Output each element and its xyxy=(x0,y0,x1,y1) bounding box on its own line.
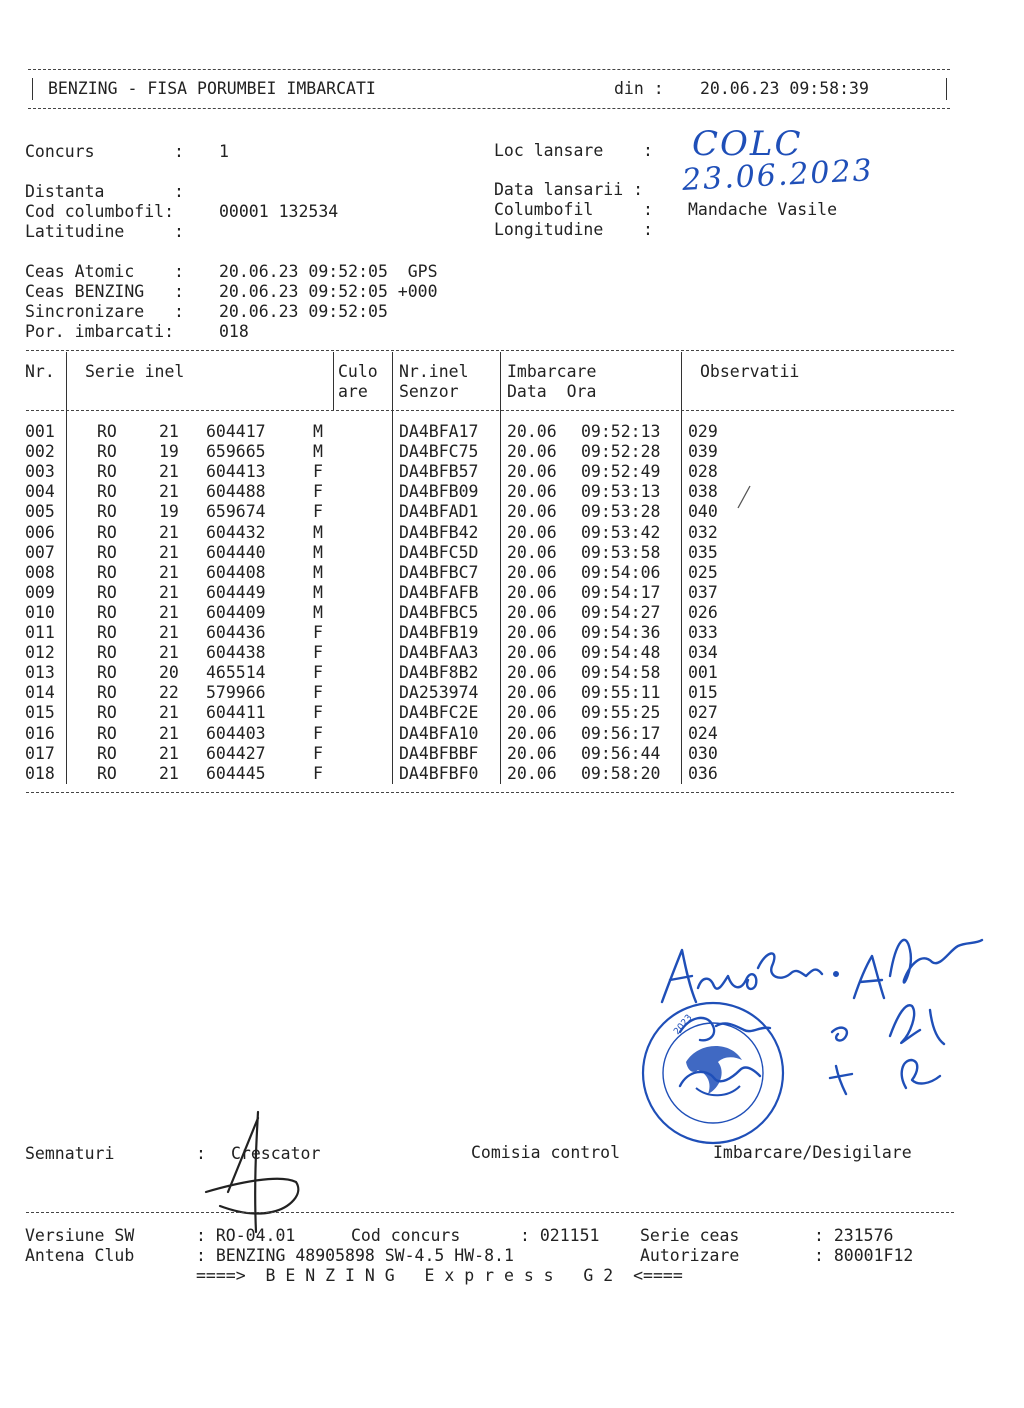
ceas-benzing-value: 20.06.23 09:52:05 +000 xyxy=(219,282,438,301)
row-year: 21 xyxy=(159,623,179,642)
row-observatii: 032 xyxy=(688,522,718,542)
row-embark-date: 20.06 xyxy=(507,683,557,703)
row-sex: F xyxy=(313,482,323,502)
col-header-serie: Serie inel xyxy=(85,362,185,381)
autorizare-value: : 80001F12 xyxy=(814,1246,914,1265)
row-embark-date: 20.06 xyxy=(507,602,557,622)
row-ring-number: 604413 xyxy=(206,462,266,482)
por-imbarcati-value: 018 xyxy=(219,322,249,341)
row-embark-date: 20.06 xyxy=(507,522,557,542)
loc-lansare-label: Loc lansare : xyxy=(494,141,653,160)
row-ring-number: 604449 xyxy=(206,582,266,602)
row-nr: 016 xyxy=(25,723,55,743)
row-sex: F xyxy=(313,763,323,783)
row-year: 21 xyxy=(159,422,179,441)
col-sep-2 xyxy=(333,352,334,410)
row-embark-time: 09:52:13 xyxy=(581,422,661,441)
header-right-border xyxy=(946,78,947,100)
row-nr: 013 xyxy=(25,663,55,683)
row-nr: 010 xyxy=(25,602,55,622)
row-observatii: 025 xyxy=(688,562,718,582)
page-title: BENZING - FISA PORUMBEI IMBARCATI xyxy=(48,79,376,98)
row-year: 21 xyxy=(159,482,179,502)
row-sensor-ring: DA4BFB19 xyxy=(399,623,479,642)
header-bottom-rule xyxy=(28,108,950,109)
row-embark-date: 20.06 xyxy=(507,582,557,602)
row-sex: M xyxy=(313,582,323,602)
row-sex: F xyxy=(313,683,323,703)
row-country: RO xyxy=(97,502,117,522)
row-sensor-ring: DA4BFAA3 xyxy=(399,643,479,663)
row-nr: 001 xyxy=(25,422,55,441)
row-country: RO xyxy=(97,663,117,683)
row-sensor-ring: DA4BFB42 xyxy=(399,522,479,542)
row-observatii: 001 xyxy=(688,663,718,683)
row-nr: 003 xyxy=(25,462,55,482)
row-sex: F xyxy=(313,663,323,683)
row-nr: 006 xyxy=(25,522,55,542)
row-observatii: 037 xyxy=(688,582,718,602)
row-sex: F xyxy=(313,723,323,743)
row-embark-date: 20.06 xyxy=(507,562,557,582)
row-embark-time: 09:55:11 xyxy=(581,683,661,703)
col-sep-3 xyxy=(392,352,393,784)
row-year: 21 xyxy=(159,763,179,783)
row-sex: F xyxy=(313,502,323,522)
row-sensor-ring: DA4BFBF0 xyxy=(399,763,479,783)
row-embark-date: 20.06 xyxy=(507,462,557,482)
col-sep-1 xyxy=(66,352,67,784)
row-country: RO xyxy=(97,602,117,622)
table-top-rule xyxy=(26,350,954,351)
row-embark-time: 09:55:25 xyxy=(581,703,661,723)
row-sensor-ring: DA4BFBC7 xyxy=(399,562,479,582)
row-country: RO xyxy=(97,522,117,542)
sincronizare-label: Sincronizare : xyxy=(25,302,184,321)
row-year: 21 xyxy=(159,582,179,602)
pen-tick-mark xyxy=(734,482,754,512)
col-header-imbarcare-2: Data Ora xyxy=(507,382,597,401)
row-observatii: 033 xyxy=(688,623,718,642)
row-embark-time: 09:52:49 xyxy=(581,462,661,482)
row-embark-time: 09:54:36 xyxy=(581,623,661,642)
footer-rule xyxy=(26,1212,954,1213)
row-country: RO xyxy=(97,422,117,441)
row-ring-number: 604440 xyxy=(206,542,266,562)
row-embark-date: 20.06 xyxy=(507,643,557,663)
row-sensor-ring: DA4BFBBF xyxy=(399,743,479,763)
loc-lansare-handwritten: COLC xyxy=(692,124,803,164)
col-header-observatii: Observatii xyxy=(700,362,800,381)
club-stamp xyxy=(638,998,788,1148)
row-sensor-ring: DA4BFAFB xyxy=(399,582,479,602)
row-embark-date: 20.06 xyxy=(507,482,557,502)
row-year: 21 xyxy=(159,562,179,582)
serie-ceas-label: Serie ceas xyxy=(640,1226,740,1245)
cod-columbofil-label: Cod columbofil: xyxy=(25,202,175,221)
row-ring-number: 604409 xyxy=(206,602,266,622)
row-sensor-ring: DA253974 xyxy=(399,683,479,703)
row-sensor-ring: DA4BFB57 xyxy=(399,462,479,482)
data-lansarii-label: Data lansarii : xyxy=(494,180,644,199)
row-embark-time: 09:53:28 xyxy=(581,502,661,522)
row-country: RO xyxy=(97,442,117,462)
col-header-nrinel-2: Senzor xyxy=(399,382,459,401)
comisia-control-label: Comisia control xyxy=(471,1143,621,1162)
row-year: 21 xyxy=(159,743,179,763)
ceas-atomic-label: Ceas Atomic : xyxy=(25,262,184,281)
row-sensor-ring: DA4BFBC5 xyxy=(399,602,479,622)
row-ring-number: 604427 xyxy=(206,743,266,763)
row-sex: M xyxy=(313,542,323,562)
versiune-sw-value: : RO-04.01 xyxy=(196,1226,296,1245)
row-year: 21 xyxy=(159,602,179,622)
latitudine-label: Latitudine : xyxy=(25,222,184,241)
row-country: RO xyxy=(97,743,117,763)
cod-columbofil-value: 00001 132534 xyxy=(219,202,339,221)
versiune-sw-label: Versiune SW xyxy=(25,1226,135,1245)
row-ring-number: 604488 xyxy=(206,482,266,502)
row-embark-date: 20.06 xyxy=(507,723,557,743)
row-observatii: 027 xyxy=(688,703,718,723)
crescator-signature xyxy=(200,1108,310,1238)
row-embark-date: 20.06 xyxy=(507,623,557,642)
columbofil-label: Columbofil : xyxy=(494,200,653,219)
col-sep-4 xyxy=(500,352,501,784)
row-nr: 015 xyxy=(25,703,55,723)
row-observatii: 035 xyxy=(688,542,718,562)
row-observatii: 036 xyxy=(688,763,718,783)
row-year: 21 xyxy=(159,723,179,743)
row-nr: 002 xyxy=(25,442,55,462)
row-year: 20 xyxy=(159,663,179,683)
row-embark-time: 09:56:17 xyxy=(581,723,661,743)
row-embark-date: 20.06 xyxy=(507,422,557,441)
concurs-label: Concurs : xyxy=(25,142,184,161)
row-embark-time: 09:54:27 xyxy=(581,602,661,622)
row-country: RO xyxy=(97,763,117,783)
row-country: RO xyxy=(97,683,117,703)
row-ring-number: 604436 xyxy=(206,623,266,642)
row-ring-number: 604417 xyxy=(206,422,266,441)
row-embark-date: 20.06 xyxy=(507,442,557,462)
row-sex: M xyxy=(313,442,323,462)
row-ring-number: 604403 xyxy=(206,723,266,743)
cod-concurs-value: : 021151 xyxy=(520,1226,600,1245)
ceas-benzing-label: Ceas BENZING : xyxy=(25,282,184,301)
row-nr: 011 xyxy=(25,623,55,642)
row-embark-time: 09:54:17 xyxy=(581,582,661,602)
row-observatii: 026 xyxy=(688,602,718,622)
row-nr: 007 xyxy=(25,542,55,562)
row-observatii: 039 xyxy=(688,442,718,462)
row-country: RO xyxy=(97,643,117,663)
row-nr: 014 xyxy=(25,683,55,703)
row-country: RO xyxy=(97,723,117,743)
crescator-label: Crescator xyxy=(231,1144,321,1163)
row-year: 19 xyxy=(159,502,179,522)
row-observatii: 029 xyxy=(688,422,718,441)
row-ring-number: 579966 xyxy=(206,683,266,703)
row-sex: M xyxy=(313,602,323,622)
data-lansarii-handwritten: 23.06.2023 xyxy=(681,153,875,198)
din-value: 20.06.23 09:58:39 xyxy=(700,79,869,98)
antena-club-label: Antena Club xyxy=(25,1246,135,1265)
row-embark-time: 09:53:42 xyxy=(581,522,661,542)
row-sensor-ring: DA4BFA17 xyxy=(399,422,479,441)
benzing-express-banner: ====> B E N Z I N G E x p r e s s G 2 <==== xyxy=(196,1266,683,1285)
header-left-border xyxy=(32,78,33,100)
row-year: 21 xyxy=(159,462,179,482)
autorizare-label: Autorizare xyxy=(640,1246,740,1265)
row-sensor-ring: DA4BFB09 xyxy=(399,482,479,502)
row-country: RO xyxy=(97,462,117,482)
row-year: 21 xyxy=(159,643,179,663)
row-embark-time: 09:53:58 xyxy=(581,542,661,562)
row-country: RO xyxy=(97,562,117,582)
col-header-culoare-1: Culo xyxy=(338,362,378,381)
row-sex: F xyxy=(313,743,323,763)
cod-concurs-label: Cod concurs xyxy=(351,1226,461,1245)
row-embark-date: 20.06 xyxy=(507,542,557,562)
row-country: RO xyxy=(97,582,117,602)
row-sensor-ring: DA4BFC2E xyxy=(399,703,479,723)
row-observatii: 038 xyxy=(688,482,718,502)
semnaturi-colon: : xyxy=(196,1144,206,1163)
imbarcare-desigilare-label: Imbarcare/Desigilare xyxy=(713,1143,912,1162)
row-sex: M xyxy=(313,562,323,582)
row-embark-date: 20.06 xyxy=(507,743,557,763)
row-ring-number: 659665 xyxy=(206,442,266,462)
row-year: 21 xyxy=(159,522,179,542)
row-ring-number: 604438 xyxy=(206,643,266,663)
col-header-nrinel-1: Nr.inel xyxy=(399,362,469,381)
row-embark-date: 20.06 xyxy=(507,763,557,783)
row-country: RO xyxy=(97,703,117,723)
row-sensor-ring: DA4BF8B2 xyxy=(399,663,479,683)
table-bottom-rule xyxy=(26,792,954,793)
col-header-culoare-2: are xyxy=(338,382,368,401)
row-sex: F xyxy=(313,643,323,663)
row-sex: M xyxy=(313,522,323,542)
row-ring-number: 604445 xyxy=(206,763,266,783)
row-embark-date: 20.06 xyxy=(507,663,557,683)
row-observatii: 024 xyxy=(688,723,718,743)
row-nr: 008 xyxy=(25,562,55,582)
row-year: 22 xyxy=(159,683,179,703)
concurs-value: 1 xyxy=(219,142,229,161)
col-header-nr: Nr. xyxy=(25,362,55,381)
row-sex: F xyxy=(313,703,323,723)
row-embark-time: 09:54:48 xyxy=(581,643,661,663)
row-ring-number: 604408 xyxy=(206,562,266,582)
row-year: 21 xyxy=(159,703,179,723)
antena-club-value: : BENZING 48905898 SW-4.5 HW-8.1 xyxy=(196,1246,514,1265)
row-sex: F xyxy=(313,623,323,642)
row-embark-date: 20.06 xyxy=(507,502,557,522)
row-country: RO xyxy=(97,482,117,502)
ceas-atomic-value: 20.06.23 09:52:05 GPS xyxy=(219,262,438,281)
row-nr: 018 xyxy=(25,763,55,783)
row-observatii: 030 xyxy=(688,743,718,763)
row-year: 19 xyxy=(159,442,179,462)
stamp-center-text: 2023 xyxy=(672,1013,695,1037)
row-year: 21 xyxy=(159,542,179,562)
row-embark-date: 20.06 xyxy=(507,703,557,723)
row-embark-time: 09:53:13 xyxy=(581,482,661,502)
por-imbarcati-label: Por. imbarcati: xyxy=(25,322,175,341)
row-observatii: 034 xyxy=(688,643,718,663)
row-embark-time: 09:56:44 xyxy=(581,743,661,763)
row-ring-number: 465514 xyxy=(206,663,266,683)
row-sensor-ring: DA4BFC75 xyxy=(399,442,479,462)
header-top-rule xyxy=(28,69,950,70)
row-embark-time: 09:58:20 xyxy=(581,763,661,783)
distanta-label: Distanta : xyxy=(25,182,184,201)
col-sep-5 xyxy=(681,352,682,784)
semnaturi-label: Semnaturi xyxy=(25,1144,115,1163)
row-sensor-ring: DA4BFAD1 xyxy=(399,502,479,522)
serie-ceas-value: : 231576 xyxy=(814,1226,894,1245)
row-nr: 012 xyxy=(25,643,55,663)
din-label: din : xyxy=(614,79,664,98)
row-observatii: 028 xyxy=(688,462,718,482)
longitudine-label: Longitudine : xyxy=(494,220,653,239)
row-ring-number: 604411 xyxy=(206,703,266,723)
row-nr: 009 xyxy=(25,582,55,602)
row-nr: 005 xyxy=(25,502,55,522)
row-ring-number: 604432 xyxy=(206,522,266,542)
row-ring-number: 659674 xyxy=(206,502,266,522)
row-country: RO xyxy=(97,623,117,642)
row-sensor-ring: DA4BFA10 xyxy=(399,723,479,743)
row-sensor-ring: DA4BFC5D xyxy=(399,542,479,562)
row-observatii: 040 xyxy=(688,502,718,522)
row-sex: M xyxy=(313,422,323,441)
columbofil-value: Mandache Vasile xyxy=(688,200,838,219)
row-sex: F xyxy=(313,462,323,482)
row-nr: 017 xyxy=(25,743,55,763)
row-nr: 004 xyxy=(25,482,55,502)
row-embark-time: 09:54:58 xyxy=(581,663,661,683)
col-header-imbarcare-1: Imbarcare xyxy=(507,362,597,381)
sincronizare-value: 20.06.23 09:52:05 xyxy=(219,302,388,321)
table-header-rule xyxy=(26,410,954,411)
row-observatii: 015 xyxy=(688,683,718,703)
row-embark-time: 09:54:06 xyxy=(581,562,661,582)
row-embark-time: 09:52:28 xyxy=(581,442,661,462)
row-country: RO xyxy=(97,542,117,562)
